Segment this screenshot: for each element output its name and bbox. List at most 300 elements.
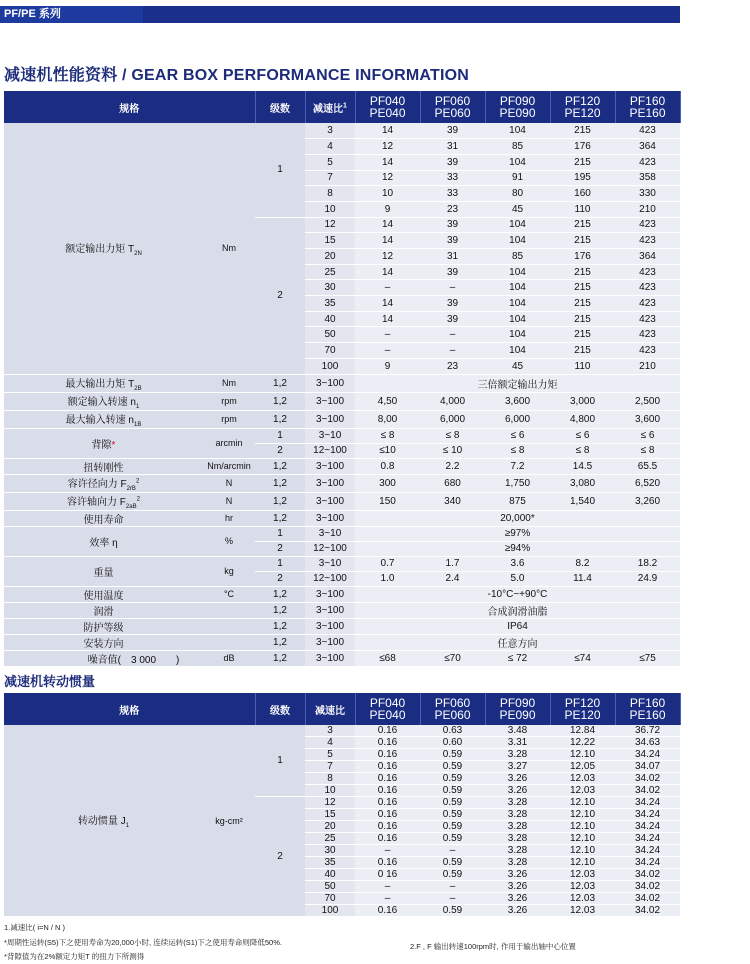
stage-cell: 2 [255,571,305,586]
value-cell: 3.28 [485,821,550,833]
stage-cell: 1,2 [255,586,305,602]
col-model-2: PF060 PE060 [420,91,485,123]
spec-label [4,392,203,410]
value-cell: 34.24 [615,833,680,845]
spec-row [4,428,680,443]
spec-label-text: 最大输出力矩 T [65,378,135,390]
value-cell: 24.9 [615,571,680,586]
value-cell: 0.59 [420,773,485,785]
stage-cell: 1,2 [255,492,305,510]
value-cell: 0 16 [355,869,420,881]
spec-label-sub: 2aB [125,503,137,510]
value-cell: 215 [550,154,615,170]
spec-label-text: 使用温度 [83,590,124,602]
ratio-cell: 3~10 [305,556,355,571]
inertia-unit: kg-cm² [203,725,255,917]
value-cell: 12.03 [550,785,615,797]
value-cell: 34.24 [615,857,680,869]
spec-label-text: 最大输入转速 n [65,414,134,426]
spec-label-text: 安装方向 [83,638,124,650]
spec-row [4,458,680,474]
spec-label [4,374,203,392]
ratio-cell: 70 [305,893,355,905]
spec-label-mark: * [111,439,116,451]
value-cell: ≤ 6 [615,428,680,443]
spec-label [4,428,203,458]
value-cell: 23 [420,201,485,217]
spec-row [4,556,680,571]
value-cell: 215 [550,217,615,233]
value-cell: 91 [485,170,550,186]
value-cell: 3,260 [615,492,680,510]
value-cell: 34.02 [615,785,680,797]
value-cell: 423 [615,280,680,296]
value-cell: 3.27 [485,761,550,773]
value-cell: – [420,893,485,905]
spec-label-sub: 1 [136,403,140,410]
value-cell: 23 [420,358,485,374]
value-cell: 18.2 [615,556,680,571]
value-cell: ≤ 6 [550,428,615,443]
col-model-2: PF060 PE060 [420,693,485,725]
spec-label-sub: 2B [134,385,142,392]
merged-value: ≥97% [355,526,680,541]
value-cell: 4,50 [355,392,420,410]
data-row [4,725,680,737]
spec-label [4,556,203,586]
value-cell: 31 [420,249,485,265]
spec-row [4,374,680,392]
value-cell: 215 [550,264,615,280]
ratio-cell: 3~100 [305,586,355,602]
col-stage: 级数 [255,693,305,725]
value-cell: 104 [485,280,550,296]
value-cell: 340 [420,492,485,510]
value-cell: 215 [550,311,615,327]
value-cell: 0.16 [355,761,420,773]
value-cell: 3.6 [485,556,550,571]
value-cell: 85 [485,249,550,265]
value-cell: 0.59 [420,821,485,833]
torque-label-sub: 2N [134,250,142,257]
value-cell: 39 [420,311,485,327]
spec-unit: Nm/arcmin [203,458,255,474]
value-cell: 0.16 [355,797,420,809]
value-cell: 12.03 [550,869,615,881]
value-cell: 80 [485,186,550,202]
value-cell: 0.16 [355,785,420,797]
value-cell: 5.0 [485,571,550,586]
value-cell: ≤ 72 [485,650,550,666]
value-cell: – [420,280,485,296]
col-model-3: PF090 PE090 [485,693,550,725]
value-cell: 12.10 [550,797,615,809]
value-cell: 3.28 [485,845,550,857]
value-cell: 104 [485,217,550,233]
ratio-cell: 15 [305,233,355,249]
stage-cell: 2 [255,443,305,458]
value-cell: 3.28 [485,833,550,845]
value-cell: 12.03 [550,881,615,893]
value-cell: 1.0 [355,571,420,586]
value-cell: 3.26 [485,773,550,785]
col-model-4: PF120 PE120 [550,693,615,725]
stage-cell: 1,2 [255,510,305,526]
value-cell: 34.02 [615,905,680,917]
spec-label-sup: 2 [135,478,140,485]
stage-cell: 1,2 [255,650,305,666]
col-model-3: PF090 PE090 [485,91,550,123]
spec-label-sub: 2rB [126,485,136,492]
value-cell: 3.28 [485,857,550,869]
value-cell: 34.24 [615,749,680,761]
spec-row [4,492,680,510]
stage-cell: 1,2 [255,634,305,650]
ratio-cell: 3~10 [305,428,355,443]
value-cell: 300 [355,474,420,492]
value-cell: 0.59 [420,905,485,917]
value-cell: 0.59 [420,869,485,881]
value-cell: 215 [550,296,615,312]
spec-unit: hr [203,510,255,526]
value-cell: 31 [420,139,485,155]
value-cell: 195 [550,170,615,186]
value-cell: 215 [550,233,615,249]
value-cell: 3.31 [485,737,550,749]
ratio-cell: 40 [305,311,355,327]
value-cell: 423 [615,264,680,280]
performance-table [4,91,681,667]
value-cell: 104 [485,311,550,327]
value-cell: 12.10 [550,833,615,845]
value-cell: 9 [355,201,420,217]
spec-row [4,392,680,410]
stage-cell: 1 [255,428,305,443]
value-cell: 12.03 [550,893,615,905]
value-cell: 423 [615,327,680,343]
value-cell: 39 [420,233,485,249]
spec-unit: dB [203,650,255,666]
ratio-cell: 20 [305,249,355,265]
value-cell: 0.16 [355,749,420,761]
col-ratio: 减速比 [305,693,355,725]
value-cell: 14 [355,233,420,249]
value-cell: 12.05 [550,761,615,773]
value-cell: 1.7 [420,556,485,571]
value-cell: 12 [355,170,420,186]
torque-unit: Nm [203,123,255,374]
value-cell: 6,520 [615,474,680,492]
spec-label [4,602,203,618]
value-cell: 3.48 [485,725,550,737]
value-cell: 39 [420,264,485,280]
value-cell: 3,600 [615,410,680,428]
value-cell: 14 [355,311,420,327]
spec-label-text: 防护等级 [83,622,124,634]
value-cell: 1,750 [485,474,550,492]
merged-value: ≥94% [355,541,680,556]
value-cell: 364 [615,249,680,265]
series-tag: PF/PE 系列 [0,6,143,23]
spec-unit [203,634,255,650]
merged-value: 任意方向 [355,634,680,650]
value-cell: 12.03 [550,773,615,785]
value-cell: 104 [485,296,550,312]
value-cell: 34.63 [615,737,680,749]
stage-cell: 1 [255,526,305,541]
stage-cell: 1 [255,556,305,571]
merged-value: 三倍额定输出力矩 [355,374,680,392]
spec-label-text: 容许轴向力 F [67,496,126,508]
value-cell: 0.59 [420,809,485,821]
value-cell: – [355,881,420,893]
value-cell: 0.59 [420,833,485,845]
stage-cell: 1 [255,123,305,217]
spec-label-sup: 2 [136,496,140,503]
value-cell: ≤70 [420,650,485,666]
stage-cell: 1 [255,725,305,797]
value-cell: 12.10 [550,821,615,833]
spec-label-text: 额定输入转速 n [67,396,136,408]
value-cell: 2.4 [420,571,485,586]
value-cell: 36.72 [615,725,680,737]
value-cell: 12 [355,249,420,265]
value-cell: ≤ 6 [485,428,550,443]
value-cell: 3,080 [550,474,615,492]
value-cell: 39 [420,217,485,233]
spec-row [4,634,680,650]
spec-unit: °C [203,586,255,602]
value-cell: 423 [615,343,680,359]
merged-value: -10°C~+90°C [355,586,680,602]
spec-unit [203,618,255,634]
col-stage: 级数 [255,91,305,123]
ratio-cell: 25 [305,264,355,280]
value-cell: ≤ 8 [550,443,615,458]
spec-unit: rpm [203,410,255,428]
value-cell: 6,000 [420,410,485,428]
spec-row [4,410,680,428]
note-backlash: *背隙值为在2%额定力矩T 的扭力下所测得 [4,952,145,961]
value-cell: 3.26 [485,893,550,905]
ratio-cell: 4 [305,139,355,155]
ratio-cell: 7 [305,761,355,773]
value-cell: 0.16 [355,821,420,833]
note-ratio: 1.减速比( i=N / N ) [4,923,66,932]
col-model-4: PF120 PE120 [550,91,615,123]
value-cell: 3.26 [485,905,550,917]
value-cell: 0.16 [355,737,420,749]
value-cell: 39 [420,123,485,139]
value-cell: 0.16 [355,725,420,737]
value-cell: 358 [615,170,680,186]
value-cell: 2.2 [420,458,485,474]
value-cell: 423 [615,217,680,233]
col-spec: 规格 [4,693,255,725]
ratio-cell: 50 [305,881,355,893]
value-cell: 33 [420,186,485,202]
value-cell: – [355,327,420,343]
value-cell: 215 [550,123,615,139]
spec-unit: % [203,526,255,556]
value-cell: 330 [615,186,680,202]
ratio-cell: 100 [305,905,355,917]
value-cell: 215 [550,343,615,359]
value-cell: 215 [550,280,615,296]
col-model-5: PF160 PE160 [615,91,680,123]
ratio-cell: 30 [305,280,355,296]
ratio-cell: 3~100 [305,458,355,474]
value-cell: 14 [355,123,420,139]
merged-value: IP64 [355,618,680,634]
value-cell: 34.02 [615,893,680,905]
spec-row [4,618,680,634]
ratio-cell: 3~100 [305,510,355,526]
ratio-cell: 12 [305,797,355,809]
value-cell: 0.16 [355,809,420,821]
value-cell: 110 [550,358,615,374]
ratio-cell: 10 [305,785,355,797]
value-cell: – [420,343,485,359]
spec-row [4,474,680,492]
value-cell: 160 [550,186,615,202]
spec-label [4,586,203,602]
ratio-cell: 20 [305,821,355,833]
value-cell: 9 [355,358,420,374]
value-cell: ≤75 [615,650,680,666]
stage-cell: 1,2 [255,602,305,618]
value-cell: 423 [615,123,680,139]
value-cell: 39 [420,154,485,170]
value-cell: 0.59 [420,761,485,773]
spec-label [4,618,203,634]
spec-label-text: 效率 η [89,537,118,549]
stage-cell: 1,2 [255,618,305,634]
value-cell: 14 [355,217,420,233]
ratio-cell: 3~100 [305,602,355,618]
ratio-cell: 7 [305,170,355,186]
ratio-cell: 3~100 [305,634,355,650]
value-cell: ≤10 [355,443,420,458]
value-cell: 4,000 [420,392,485,410]
value-cell: 34.24 [615,797,680,809]
col-spec: 规格 [4,91,255,123]
value-cell: 0.59 [420,857,485,869]
stage-cell: 1,2 [255,410,305,428]
value-cell: 104 [485,327,550,343]
note-life: *周期性运转(S5)下之使用寿命为20,000小时, 连续运转(S1)下之使用寿命则降低50%. [4,938,282,947]
inertia-header-row [4,693,680,725]
value-cell: ≤ 8 [615,443,680,458]
ratio-cell: 3 [305,725,355,737]
stage-cell: 2 [255,217,305,374]
spec-label [4,526,203,556]
stage-cell: 2 [255,541,305,556]
value-cell: 12.10 [550,809,615,821]
value-cell: 3.28 [485,809,550,821]
ratio-cell: 25 [305,833,355,845]
col-model-1: PF040 PE040 [355,693,420,725]
torque-label-text: 额定输出力矩 T [65,243,135,255]
spec-unit: N [203,474,255,492]
ratio-cell: 12 [305,217,355,233]
value-cell: 0.8 [355,458,420,474]
value-cell: 364 [615,139,680,155]
value-cell: 0.63 [420,725,485,737]
value-cell: 3.28 [485,797,550,809]
value-cell: 6,000 [485,410,550,428]
ratio-cell: 100 [305,358,355,374]
value-cell: 4,800 [550,410,615,428]
value-cell: 39 [420,296,485,312]
spec-label-text: 使用寿命 [83,514,124,526]
value-cell: 104 [485,154,550,170]
value-cell: 10 [355,186,420,202]
inertia-table [4,693,681,917]
value-cell: 2,500 [615,392,680,410]
value-cell: 8.2 [550,556,615,571]
value-cell: 14 [355,296,420,312]
col-ratio: 减速比$^1$ [305,91,355,123]
ratio-cell: 4 [305,737,355,749]
spec-label-text: 重量 [93,567,114,579]
spec-unit: rpm [203,392,255,410]
value-cell: – [355,280,420,296]
value-cell: 3,600 [485,392,550,410]
ratio-cell: 8 [305,773,355,785]
ratio-cell: 5 [305,154,355,170]
performance-header-row [4,91,680,123]
value-cell: 85 [485,139,550,155]
stage-cell: 1,2 [255,474,305,492]
spec-label [4,474,203,492]
ratio-cell: 12~100 [305,443,355,458]
value-cell: 210 [615,358,680,374]
value-cell: 3.26 [485,785,550,797]
value-cell: 34.02 [615,773,680,785]
spec-label [4,510,203,526]
value-cell: 176 [550,139,615,155]
spec-row [4,602,680,618]
value-cell: ≤ 8 [420,428,485,443]
value-cell: 0.16 [355,773,420,785]
inertia-title: 减速机转动惯量 [4,674,96,689]
value-cell: – [355,845,420,857]
value-cell: 875 [485,492,550,510]
value-cell: 34.02 [615,869,680,881]
ratio-cell: 50 [305,327,355,343]
value-cell: 12 [355,139,420,155]
ratio-cell: 35 [305,296,355,312]
value-cell: – [420,327,485,343]
spec-row [4,586,680,602]
spec-unit: Nm [203,374,255,392]
spec-label [4,458,203,474]
torque-label [4,123,203,374]
stage-cell: 1,2 [255,392,305,410]
value-cell: 210 [615,201,680,217]
ratio-cell: 70 [305,343,355,359]
data-row [4,123,680,139]
value-cell: 12.10 [550,845,615,857]
performance-title: 减速机性能资料 / GEAR BOX PERFORMANCE INFORMATION [4,67,469,84]
value-cell: 0.16 [355,833,420,845]
value-cell: 45 [485,358,550,374]
spec-label-text: 容许径向力 F [67,478,127,490]
value-cell: 1,540 [550,492,615,510]
value-cell: 33 [420,170,485,186]
spec-unit: N [203,492,255,510]
